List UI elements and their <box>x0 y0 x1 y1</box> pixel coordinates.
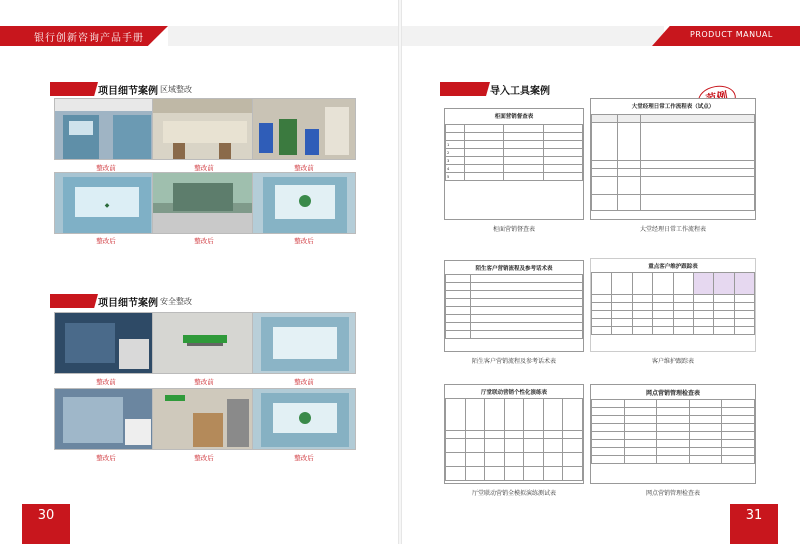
caption-7: 整改前 <box>96 378 116 386</box>
header-title-left: 银行创新咨询产品手册 <box>34 33 144 44</box>
doc-branch-inspection <box>590 384 756 484</box>
doc-lobby-workflow <box>590 98 756 220</box>
doc3-table <box>445 274 583 339</box>
doc4-caption: 客户维护跟踪表 <box>651 358 694 365</box>
photo-safety-after-3 <box>252 388 356 450</box>
doc5-table <box>445 398 583 481</box>
caption-8: 整改前 <box>194 378 214 386</box>
section1-title: 项目细节案例 <box>98 86 158 97</box>
doc-linked-marketing-drill <box>444 384 584 484</box>
doc3-title: 陌生客户营销流程及参考话术表 <box>475 266 553 272</box>
caption-9: 整改前 <box>294 378 314 386</box>
doc6-title: 网点营销管理检查表 <box>645 390 700 397</box>
doc-new-customer-script <box>444 260 584 352</box>
photo-safety-after-2 <box>152 388 256 450</box>
header-strip-left <box>168 26 398 46</box>
photo-region-before-3 <box>252 98 356 160</box>
caption-1: 整改前 <box>96 164 116 172</box>
header-strip-right <box>402 26 664 46</box>
doc5-title: 厅堂联动营销个性化演练表 <box>480 390 547 396</box>
section1-subtitle: 区域整改 <box>160 85 192 94</box>
section2-title: 项目细节案例 <box>98 298 158 309</box>
caption-2: 整改前 <box>194 164 214 172</box>
page-number-left: 30 <box>22 504 70 544</box>
photo-region-after-2 <box>152 172 256 234</box>
photo-region-after-1 <box>54 172 158 234</box>
caption-4: 整改后 <box>96 237 116 245</box>
photo-safety-before-2 <box>152 312 256 374</box>
section3-title: 导入工具案例 <box>490 86 550 97</box>
doc-counter-inspection <box>444 108 584 220</box>
caption-11: 整改后 <box>194 454 214 462</box>
caption-3: 整改前 <box>294 164 314 172</box>
section2-subtitle: 安全整改 <box>160 297 192 306</box>
doc2-caption: 大堂经理日常工作流程表 <box>639 226 706 233</box>
photo-safety-before-1 <box>54 312 158 374</box>
photo-safety-after-1 <box>54 388 158 450</box>
doc4-title: 重点客户维护跟踪表 <box>648 264 698 270</box>
doc4-table <box>591 272 755 335</box>
photo-region-after-3 <box>252 172 356 234</box>
section2-bar <box>50 294 98 308</box>
caption-6: 整改后 <box>294 237 314 245</box>
doc3-caption: 陌生客户营销流程及参考话术表 <box>471 358 556 365</box>
section1-bar <box>50 82 98 96</box>
photo-safety-before-3 <box>252 312 356 374</box>
doc2-title: 大堂经理日常工作流程表（试点） <box>631 104 715 110</box>
header-title-right: PRODUCT MANUAL <box>690 30 773 39</box>
caption-5: 整改后 <box>194 237 214 245</box>
photo-region-before-2 <box>152 98 256 160</box>
caption-10: 整改后 <box>96 454 116 462</box>
doc-customer-tracking <box>590 258 756 352</box>
caption-12: 整改后 <box>294 454 314 462</box>
doc1-caption: 柜面营销督查表 <box>492 226 535 233</box>
doc2-table <box>591 114 755 211</box>
doc1-table: 1 2 3 4 5 <box>445 124 583 181</box>
doc5-caption: 厅堂联动营销全模拟演练测试表 <box>471 490 556 497</box>
section3-bar <box>440 82 490 96</box>
page-number-right: 31 <box>730 504 778 544</box>
doc6-table <box>591 399 755 464</box>
spine <box>398 0 402 544</box>
photo-region-before-1 <box>54 98 158 160</box>
doc6-caption: 网点营销管理检查表 <box>645 490 700 497</box>
doc1-title: 柜面营销督查表 <box>494 114 534 120</box>
svg-text:◆: ◆ <box>104 202 110 209</box>
